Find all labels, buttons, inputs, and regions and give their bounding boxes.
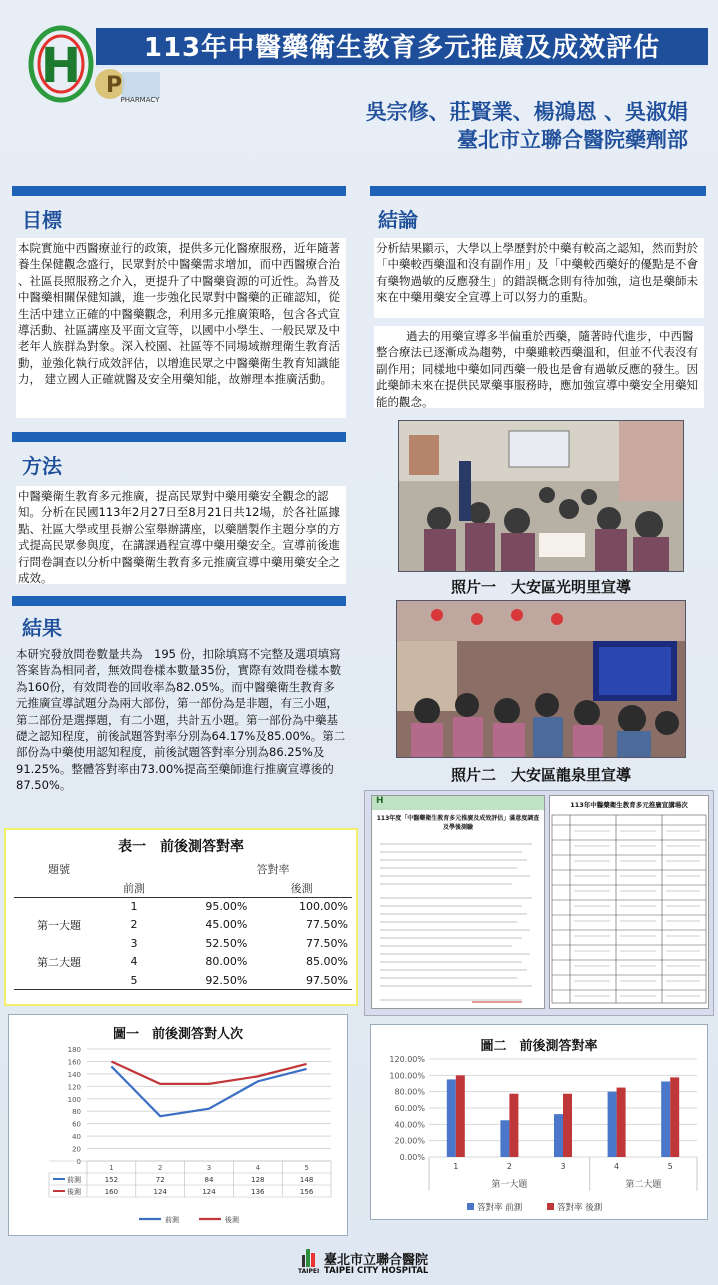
footer-hospital-en: TAIPEI CITY HOSPITAL bbox=[324, 1266, 429, 1276]
hospital-h-logo bbox=[28, 24, 94, 104]
y-tick-label: 20 bbox=[72, 1145, 81, 1154]
table-value: 72 bbox=[155, 1176, 165, 1184]
y-tick-label: 40 bbox=[72, 1133, 81, 1142]
y-tick-label: 0 bbox=[76, 1158, 81, 1166]
schedule-title: 113年中醫藥衛生教育多元推廣宣講場次 bbox=[570, 801, 688, 809]
legend-label: 前測 bbox=[165, 1216, 179, 1224]
bar bbox=[670, 1077, 679, 1157]
chart1-title: 圖一 前後測答對人次 bbox=[112, 1027, 243, 1042]
session-schedule-table bbox=[549, 795, 709, 1009]
objective-text: 本院實施中西醫療並行的政策，提供多元化醫療服務，近年隨著養生保健觀念盛行，民眾對於中醫藥需求增加，而中西醫療合治 、社區長照服務之介入，更提升了中醫藥資源的可近性。為普及中醫藥相關保健知識，進一步強化民眾對中醫藥的正確認知，從生活中建立正確的中醫藥觀念，利用多元推廣策略，包含各式宣導活動、社區講座及平面文宣等，以國中小學生、一般民眾及中老年人族群為對象。深入校園、社區等不同場域辦理衛生教育活動，並強化執行成效評估，以增進民眾之中醫藥衛生教育知識能力， 建立國人正確就醫及安全用藥知能，故辦理本推廣活動。 bbox=[16, 238, 346, 418]
table-row: 1 95.00% 100.00% bbox=[130, 900, 348, 913]
series-line-1 bbox=[111, 1061, 306, 1083]
x-tick-label: 2 bbox=[506, 1162, 512, 1171]
table-value: 84 bbox=[204, 1176, 214, 1184]
photo2-caption: 照片二 大安區龍泉里宣導 bbox=[450, 766, 631, 784]
method-text: 中醫藥衛生教育多元推廣，提高民眾對中藥用藥安全觀念的認知。分析在民國113年2月27日至8月21日共12場，於各社區據點、社區大學或里長辦公室舉辦講座，以藥膳製作主題分享的方式提高民眾參與度，在講課過程宣導中藥用藥安全。宣導前後進行問卷調查以分析中醫藥衛生教育多元推廣宣導中藥用藥安全之成效。 bbox=[16, 486, 346, 584]
photo1-caption: 照片一 大安區光明里宣導 bbox=[450, 578, 631, 596]
line-chart bbox=[9, 1041, 347, 1235]
bar bbox=[554, 1114, 563, 1157]
author-names: 吳宗修、莊賢業、楊鴻恩 、吳淑娟 bbox=[365, 100, 688, 124]
chart2-title: 圖二 前後測答對率 bbox=[480, 1039, 598, 1054]
footer-logo bbox=[300, 1249, 430, 1279]
y-tick-label: 0.00% bbox=[399, 1153, 425, 1162]
y-tick-label: 80 bbox=[72, 1108, 81, 1117]
conclusion-paragraph-1: 分析結果顯示，大學以上學歷對於中藥有較高之認知，然而對於「中藥較西藥溫和沒有副作用」及「中藥較西藥好的優點是不會有藥物過敏的反應發生」的錯誤概念則有待加強，這也是藥師未來在中藥用藥安全宣導上可以努力的重點。 bbox=[374, 238, 704, 318]
group-label: 第二大題 bbox=[625, 1180, 662, 1190]
questionnaire-title: 113年度「中醫藥衛生教育多元推廣及成效評估」滿意度調查及學後測驗 bbox=[376, 815, 540, 831]
table-value: 148 bbox=[299, 1176, 314, 1184]
bar bbox=[563, 1094, 572, 1157]
x-tick-label: 1 bbox=[453, 1162, 459, 1171]
results-bar bbox=[12, 596, 346, 606]
y-tick-label: 40.00% bbox=[394, 1120, 425, 1130]
y-tick-label: 100 bbox=[67, 1095, 81, 1104]
y-tick-label: 120 bbox=[67, 1083, 81, 1092]
table-row: 3 52.50% 77.50% bbox=[130, 936, 348, 950]
method-bar bbox=[12, 432, 346, 442]
results-table-box bbox=[4, 828, 358, 1006]
table-header-rate: 答對率 bbox=[256, 863, 290, 877]
legend-label: 答對率 前測 bbox=[477, 1203, 523, 1213]
table-series-label: 後測 bbox=[67, 1188, 81, 1196]
table-row: 5 92.50% 97.50% bbox=[14, 971, 352, 990]
table-header-post: 後測 bbox=[290, 881, 313, 895]
table-value: 136 bbox=[251, 1188, 265, 1196]
group-label: 第二大題 bbox=[37, 955, 81, 969]
y-tick-label: 160 bbox=[67, 1058, 81, 1067]
table-header-pre: 前測 bbox=[123, 881, 145, 895]
y-tick-label: 20.00% bbox=[394, 1136, 425, 1146]
table-row: 第二大題 4 80.00% 85.00% bbox=[14, 953, 352, 972]
results-table bbox=[14, 860, 352, 990]
table-value: 124 bbox=[153, 1188, 167, 1196]
table-header-topic: 題號 bbox=[48, 863, 70, 877]
y-tick-label: 60.00% bbox=[394, 1104, 425, 1113]
pharmacy-logo-text: PHARMACY bbox=[120, 96, 160, 104]
bar-chart bbox=[371, 1053, 707, 1219]
legend-key bbox=[467, 1203, 474, 1210]
bar bbox=[500, 1120, 509, 1157]
x-tick-label: 4 bbox=[255, 1164, 261, 1172]
footer-mark: TAIPEI bbox=[298, 1268, 320, 1275]
pharmacy-logo bbox=[92, 66, 162, 106]
questionnaire-images bbox=[364, 790, 714, 1016]
legend-key bbox=[547, 1203, 554, 1210]
x-tick-label: 5 bbox=[304, 1164, 309, 1172]
footer-hospital-zh: 臺北市立聯合醫院 bbox=[324, 1253, 429, 1268]
y-tick-label: 100.00% bbox=[389, 1071, 425, 1081]
table-value: 152 bbox=[104, 1176, 119, 1184]
bar bbox=[608, 1092, 617, 1157]
table-row: 第一大題 2 45.00% 77.50% bbox=[14, 916, 352, 935]
x-tick-label: 3 bbox=[206, 1164, 212, 1172]
questionnaire-form: H 113年度「中醫藥衛生教育多元推廣及成效評估」滿意度調查及學後測驗 bbox=[371, 795, 545, 1009]
method-title: 方法 bbox=[22, 454, 62, 478]
bar-chart-box bbox=[370, 1024, 708, 1220]
group-label: 第一大題 bbox=[37, 918, 81, 932]
y-tick-label: 140 bbox=[67, 1070, 81, 1079]
bar bbox=[661, 1081, 670, 1157]
results-title: 結果 bbox=[22, 616, 62, 640]
y-tick-label: 120.00% bbox=[389, 1055, 425, 1064]
results-text: 本研究發放問卷數量共為 195 份，扣除填寫不完整及選項填寫答案皆為相同者，無效問卷樣本數量35份，實際有效問卷樣本數為160份，有效問卷的回收率為82.05%。而中醫藥衛生教育多元推廣宣導試題分為兩大部份，第一部份為是非題，有三小題，第二部份是選擇題，有二小題，共計五小題。第一部份為中藥基礎之認知程度，前後試題答對率分別為64.17%及85.00%。第二部份為中藥使用認知程度，前後試題答對率分別為86.25%及91.25%。整體答對率由73.00%提高至藥師進行推廣宣導後的87.50%。 bbox=[16, 647, 346, 793]
legend-label: 答對率 後測 bbox=[557, 1203, 603, 1213]
authors bbox=[300, 98, 688, 154]
line-chart-box bbox=[8, 1014, 348, 1236]
x-tick-label: 1 bbox=[109, 1164, 114, 1172]
objective-title: 目標 bbox=[22, 208, 62, 232]
x-tick-label: 3 bbox=[560, 1162, 566, 1171]
table-title: 表一 前後測答對率 bbox=[118, 839, 244, 855]
group-label: 第一大題 bbox=[491, 1180, 528, 1190]
bar bbox=[509, 1094, 518, 1157]
logo-letter: H bbox=[40, 38, 82, 94]
svg-text:P: P bbox=[106, 73, 123, 98]
conclusion-bar bbox=[370, 186, 706, 196]
x-tick-label: 5 bbox=[667, 1162, 673, 1171]
objective-bar bbox=[12, 186, 346, 196]
poster-title: 113年中醫藥衛生教育多元推廣及成效評估 bbox=[143, 33, 661, 63]
y-tick-label: 60 bbox=[72, 1120, 81, 1129]
x-tick-label: 4 bbox=[614, 1162, 620, 1171]
table-value: 124 bbox=[202, 1188, 216, 1196]
photo-longquan bbox=[396, 600, 686, 758]
bar bbox=[456, 1075, 465, 1157]
bar bbox=[617, 1088, 626, 1157]
legend-label: 後測 bbox=[225, 1216, 239, 1224]
conclusion-title: 結論 bbox=[378, 208, 418, 232]
y-tick-label: 80.00% bbox=[394, 1087, 425, 1097]
y-tick-label: 180 bbox=[67, 1046, 81, 1054]
table-value: 128 bbox=[251, 1176, 265, 1184]
bar bbox=[447, 1079, 456, 1157]
conclusion-paragraph-2: 過去的用藥宣導多半偏重於西藥，隨著時代進步，中西醫整合療法已逐漸成為趨勢，中藥雖較西藥溫和，但並不代表沒有副作用；同樣地中藥如同西藥一般也是會有過敏反應的發生。因此藥師未來在提供民眾藥事服務時，應加強宣導中藥安全用藥知能的觀念。 bbox=[374, 326, 704, 408]
table-series-label: 前測 bbox=[67, 1176, 81, 1184]
table-value: 160 bbox=[104, 1188, 119, 1196]
table-value: 156 bbox=[299, 1188, 314, 1196]
x-tick-label: 2 bbox=[157, 1164, 163, 1172]
photo-guangming bbox=[398, 420, 684, 572]
affiliation: 臺北市立聯合醫院藥劑部 bbox=[457, 128, 688, 152]
